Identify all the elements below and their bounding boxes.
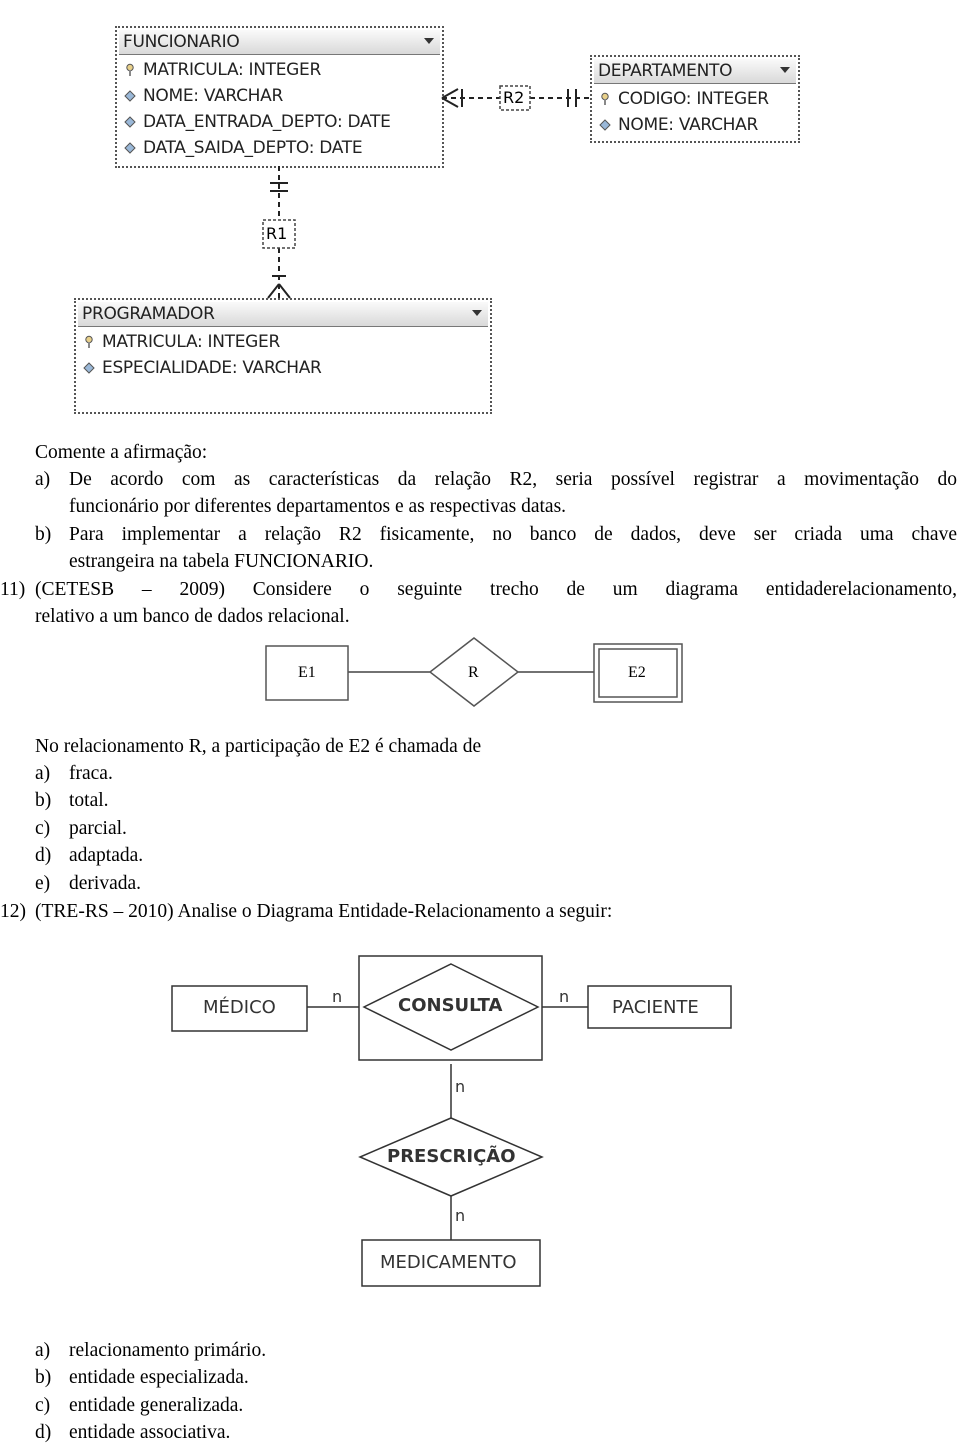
e1-label: E1 xyxy=(298,664,316,681)
q11-line1: (CETESB – 2009) Considere o seguinte trecho de um diagrama entidaderelacionamento, xyxy=(35,579,957,600)
field-text: NOME: VARCHAR xyxy=(618,115,758,135)
option-text: fraca. xyxy=(69,763,113,784)
option-label: c) xyxy=(35,1395,51,1416)
q11-question: No relacionamento R, a participação de E2 é chamada de xyxy=(35,736,482,757)
r2-label: R2 xyxy=(503,88,525,107)
prescricao-label: PRESCRIÇÃO xyxy=(387,1146,516,1167)
cardinality-label: n xyxy=(332,987,343,1006)
question-number: 11) xyxy=(0,579,26,600)
q12-line1: (TRE-RS – 2010) Analise o Diagrama Entidade-Relacionamento a seguir: xyxy=(35,901,613,922)
option-label: b) xyxy=(35,1367,52,1388)
medicamento-label: MEDICAMENTO xyxy=(380,1252,517,1273)
cardinality-label: n xyxy=(455,1206,466,1225)
option-item xyxy=(35,1393,243,1419)
field-text: DATA_ENTRADA_DEPTO: DATE xyxy=(143,112,391,132)
field-text: MATRICULA: INTEGER xyxy=(102,332,281,352)
option-label: b) xyxy=(35,524,52,545)
field-text: MATRICULA: INTEGER xyxy=(143,60,322,80)
cardinality-label: n xyxy=(559,987,570,1006)
option-label: a) xyxy=(35,1340,51,1361)
field-text: DATA_SAIDA_DEPTO: DATE xyxy=(143,138,363,158)
option-label: c) xyxy=(35,818,51,839)
e2-label: E2 xyxy=(628,664,646,681)
option-item xyxy=(35,788,109,814)
consulta-label: CONSULTA xyxy=(398,995,503,1016)
option-item xyxy=(35,1365,249,1391)
cardinality-label: n xyxy=(455,1077,466,1096)
option-label: b) xyxy=(35,790,52,811)
q11-line2: relativo a um banco de dados relacional. xyxy=(35,606,350,627)
intro-text: Comente a afirmação: xyxy=(35,442,208,463)
option-text: entidade especializada. xyxy=(69,1367,249,1388)
option-text: derivada. xyxy=(69,873,142,894)
option-label: a) xyxy=(35,469,51,490)
option-text: entidade generalizada. xyxy=(69,1395,244,1416)
option-text: entidade associativa. xyxy=(69,1422,231,1443)
table-title: PROGRAMADOR xyxy=(82,304,215,324)
option-text: relacionamento primário. xyxy=(69,1340,267,1361)
option-item xyxy=(35,843,143,869)
field-text: ESPECIALIDADE: VARCHAR xyxy=(102,358,322,378)
field-text: NOME: VARCHAR xyxy=(143,86,283,106)
statement-a-line1: De acordo com as características da relação R2, seria possível registrar a movimentação do xyxy=(69,469,957,490)
option-text: adaptada. xyxy=(69,845,144,866)
option-label: d) xyxy=(35,1422,52,1443)
option-label: e) xyxy=(35,873,51,894)
option-item xyxy=(35,816,127,842)
statement-b-line2: estrangeira na tabela FUNCIONARIO. xyxy=(69,551,374,572)
option-item xyxy=(35,1420,230,1446)
option-label: a) xyxy=(35,763,51,784)
option-text: total. xyxy=(69,790,109,811)
option-item xyxy=(35,1338,266,1364)
r1-label: R1 xyxy=(266,224,288,243)
table-title: DEPARTAMENTO xyxy=(598,61,733,81)
table-title: FUNCIONARIO xyxy=(123,32,240,52)
option-text: parcial. xyxy=(69,818,127,839)
option-label: d) xyxy=(35,845,52,866)
r-label: R xyxy=(468,664,479,681)
paciente-label: PACIENTE xyxy=(612,997,699,1018)
question-number: 12) xyxy=(0,901,26,922)
option-item xyxy=(35,761,113,787)
option-item xyxy=(35,871,141,897)
er1-connectors xyxy=(0,0,960,420)
statement-b-line1: Para implementar a relação R2 fisicamente, no banco de dados, deve ser criada uma chave xyxy=(69,524,957,545)
statement-a-line2: funcionário por diferentes departamentos e as respectivas datas. xyxy=(69,496,567,517)
medico-label: MÉDICO xyxy=(203,997,276,1018)
er-diagram-consulta xyxy=(0,940,960,1300)
field-text: CODIGO: INTEGER xyxy=(618,89,769,109)
